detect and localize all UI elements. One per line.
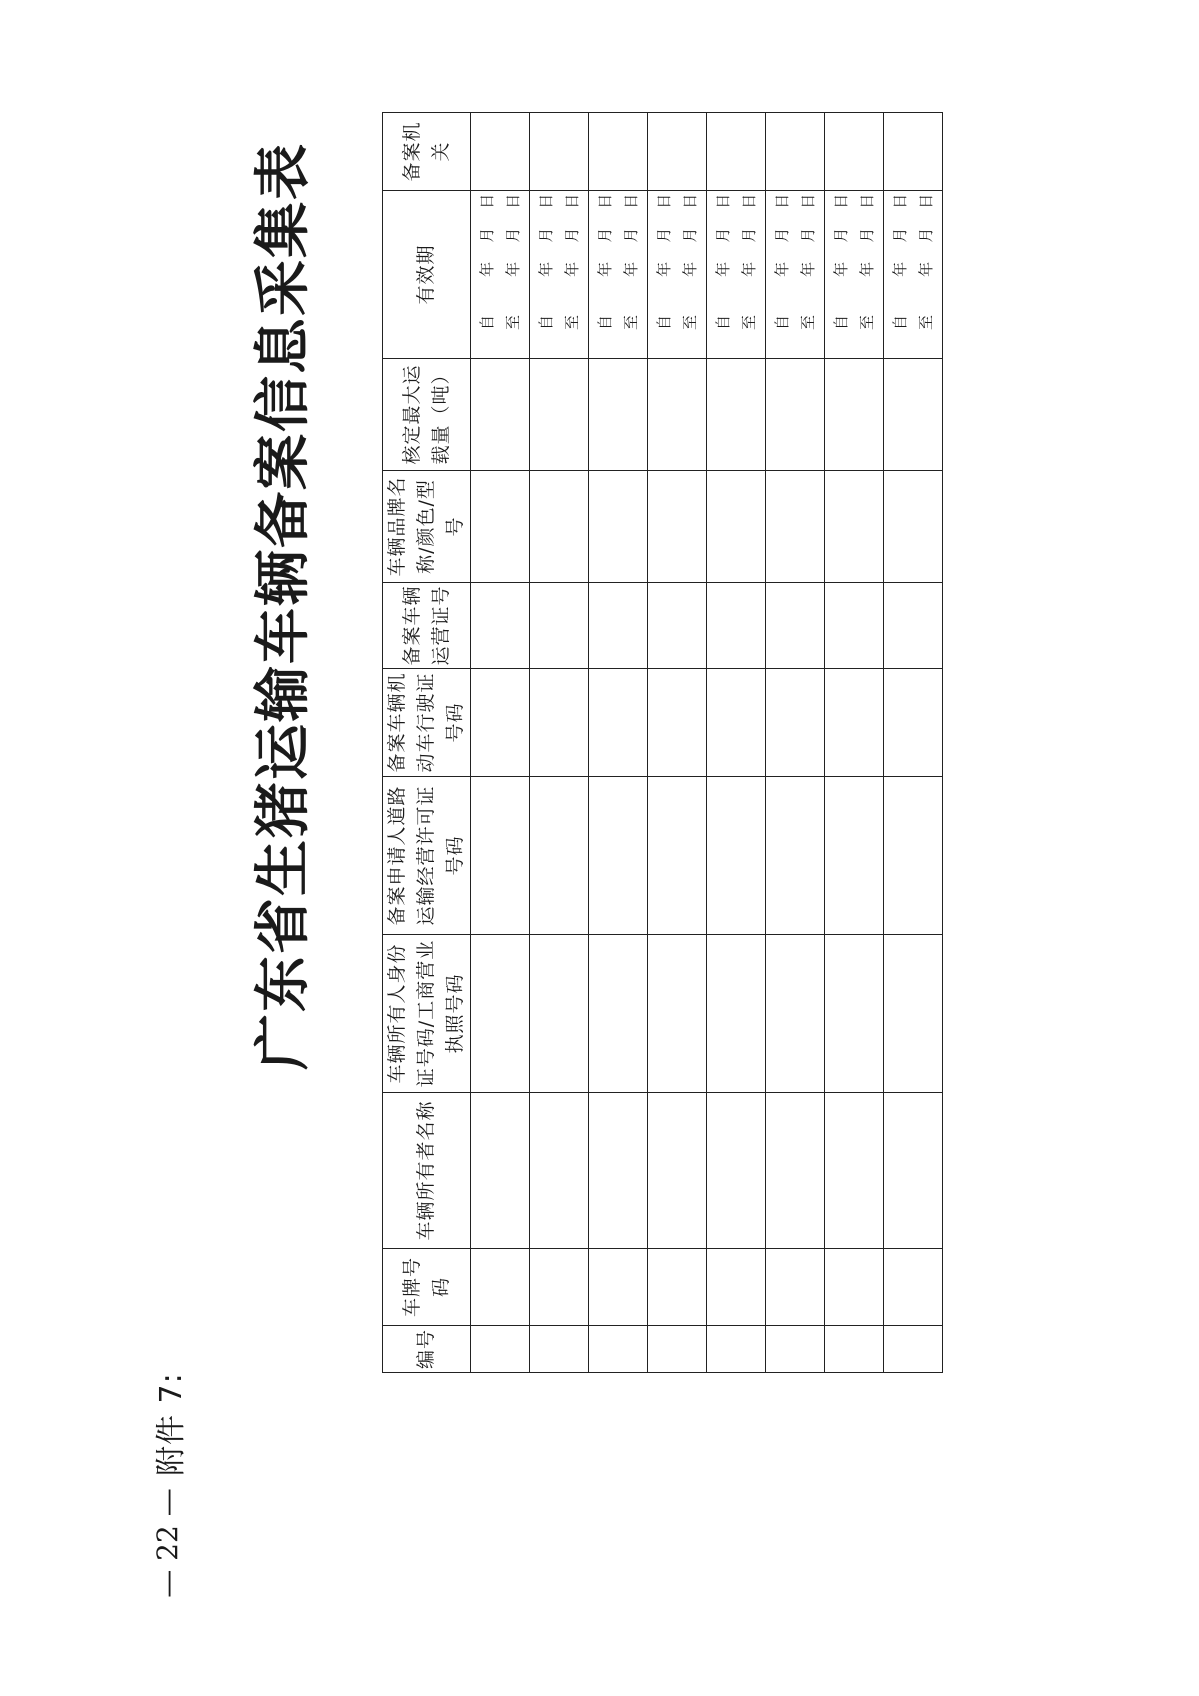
- validity-from: 自 年 月 日: [773, 193, 791, 330]
- cell-owner-id[interactable]: [707, 935, 766, 1093]
- cell-transport-license[interactable]: [471, 777, 530, 935]
- annex-label: 附件 7:: [154, 1372, 189, 1476]
- cell-number[interactable]: [589, 1326, 648, 1373]
- cell-owner-name[interactable]: [471, 1093, 530, 1249]
- cell-vehicle-license[interactable]: [471, 669, 530, 777]
- cell-filing-authority[interactable]: [589, 113, 648, 191]
- cell-owner-name[interactable]: [530, 1093, 589, 1249]
- cell-operation-cert[interactable]: [589, 583, 648, 669]
- cell-validity: [825, 191, 884, 359]
- cell-validity: [884, 191, 943, 359]
- table-row: [825, 113, 884, 1373]
- table-row: [648, 113, 707, 1373]
- cell-vehicle-license[interactable]: [707, 669, 766, 777]
- col-header-number: 编号: [383, 1326, 471, 1373]
- cell-operation-cert[interactable]: [707, 583, 766, 669]
- validity-from: 自 年 月 日: [537, 193, 555, 330]
- cell-number[interactable]: [707, 1326, 766, 1373]
- table-row: [766, 113, 825, 1373]
- document-title: 广东省生猪运输车辆备案信息采集表: [250, 142, 316, 1070]
- cell-max-load[interactable]: [530, 359, 589, 471]
- cell-max-load[interactable]: [825, 359, 884, 471]
- cell-plate-number[interactable]: [530, 1249, 589, 1326]
- registration-form-table: [382, 112, 943, 1373]
- cell-max-load[interactable]: [589, 359, 648, 471]
- cell-filing-authority[interactable]: [766, 113, 825, 191]
- col-header-filing-authority: 备案机关: [383, 113, 471, 191]
- cell-operation-cert[interactable]: [825, 583, 884, 669]
- cell-filing-authority[interactable]: [530, 113, 589, 191]
- cell-filing-authority[interactable]: [825, 113, 884, 191]
- cell-owner-id[interactable]: [766, 935, 825, 1093]
- cell-transport-license[interactable]: [589, 777, 648, 935]
- rotated-page-content: [150, 98, 1010, 1618]
- cell-plate-number[interactable]: [589, 1249, 648, 1326]
- cell-vehicle-license[interactable]: [530, 669, 589, 777]
- col-header-validity: 有效期: [383, 191, 471, 359]
- table-row: [530, 113, 589, 1373]
- cell-owner-name[interactable]: [884, 1093, 943, 1249]
- cell-vehicle-brand[interactable]: [648, 471, 707, 583]
- cell-vehicle-brand[interactable]: [825, 471, 884, 583]
- cell-filing-authority[interactable]: [707, 113, 766, 191]
- cell-number[interactable]: [766, 1326, 825, 1373]
- cell-validity: [530, 191, 589, 359]
- cell-operation-cert[interactable]: [648, 583, 707, 669]
- validity-to: 至 年 月 日: [622, 193, 640, 330]
- validity-from: 自 年 月 日: [655, 193, 673, 330]
- cell-filing-authority[interactable]: [471, 113, 530, 191]
- validity-range: [648, 191, 706, 358]
- cell-validity: [766, 191, 825, 359]
- cell-max-load[interactable]: [766, 359, 825, 471]
- cell-vehicle-brand[interactable]: [707, 471, 766, 583]
- cell-transport-license[interactable]: [825, 777, 884, 935]
- cell-owner-id[interactable]: [648, 935, 707, 1093]
- cell-max-load[interactable]: [884, 359, 943, 471]
- cell-vehicle-brand[interactable]: [589, 471, 648, 583]
- cell-vehicle-license[interactable]: [589, 669, 648, 777]
- cell-transport-license[interactable]: [707, 777, 766, 935]
- cell-vehicle-license[interactable]: [884, 669, 943, 777]
- cell-owner-id[interactable]: [825, 935, 884, 1093]
- cell-vehicle-brand[interactable]: [530, 471, 589, 583]
- cell-vehicle-brand[interactable]: [766, 471, 825, 583]
- table-row: [589, 113, 648, 1373]
- cell-number[interactable]: [825, 1326, 884, 1373]
- cell-plate-number[interactable]: [884, 1249, 943, 1326]
- validity-from: 自 年 月 日: [891, 193, 909, 330]
- cell-max-load[interactable]: [707, 359, 766, 471]
- col-header-transport-license: 备案申请人道路运输经营许可证号码: [383, 777, 471, 935]
- cell-owner-id[interactable]: [884, 935, 943, 1093]
- col-header-plate-number: 车牌号码: [383, 1249, 471, 1326]
- cell-plate-number[interactable]: [766, 1249, 825, 1326]
- cell-max-load[interactable]: [471, 359, 530, 471]
- table-row: [707, 113, 766, 1373]
- cell-number[interactable]: [471, 1326, 530, 1373]
- cell-validity: [648, 191, 707, 359]
- cell-max-load[interactable]: [648, 359, 707, 471]
- validity-from: 自 年 月 日: [832, 193, 850, 330]
- validity-range: [589, 191, 647, 358]
- cell-validity: [471, 191, 530, 359]
- cell-number[interactable]: [648, 1326, 707, 1373]
- table-header-row: [383, 113, 471, 1373]
- cell-plate-number[interactable]: [707, 1249, 766, 1326]
- cell-transport-license[interactable]: [530, 777, 589, 935]
- cell-plate-number[interactable]: [825, 1249, 884, 1326]
- col-header-vehicle-brand: 车辆品牌名称/颜色/型号: [383, 471, 471, 583]
- col-header-owner-id: 车辆所有人身份证号码/工商营业执照号码: [383, 935, 471, 1093]
- cell-operation-cert[interactable]: [530, 583, 589, 669]
- cell-operation-cert[interactable]: [884, 583, 943, 669]
- validity-range: [884, 191, 942, 358]
- cell-validity: [589, 191, 648, 359]
- cell-owner-name[interactable]: [589, 1093, 648, 1249]
- cell-plate-number[interactable]: [648, 1249, 707, 1326]
- col-header-max-load: 核定最大运载量（吨）: [383, 359, 471, 471]
- validity-to: 至 年 月 日: [917, 193, 935, 330]
- validity-range: [707, 191, 765, 358]
- cell-owner-name[interactable]: [648, 1093, 707, 1249]
- cell-vehicle-license[interactable]: [766, 669, 825, 777]
- cell-owner-name[interactable]: [825, 1093, 884, 1249]
- validity-to: 至 年 月 日: [563, 193, 581, 330]
- cell-operation-cert[interactable]: [471, 583, 530, 669]
- validity-from: 自 年 月 日: [478, 193, 496, 330]
- cell-filing-authority[interactable]: [884, 113, 943, 191]
- validity-to: 至 年 月 日: [681, 193, 699, 330]
- cell-plate-number[interactable]: [471, 1249, 530, 1326]
- cell-vehicle-license[interactable]: [825, 669, 884, 777]
- validity-to: 至 年 月 日: [504, 193, 522, 330]
- cell-validity: [707, 191, 766, 359]
- cell-owner-id[interactable]: [530, 935, 589, 1093]
- cell-transport-license[interactable]: [766, 777, 825, 935]
- validity-range: [530, 191, 588, 358]
- col-header-owner-name: 车辆所有者名称: [383, 1093, 471, 1249]
- validity-from: 自 年 月 日: [714, 193, 732, 330]
- validity-to: 至 年 月 日: [740, 193, 758, 330]
- cell-transport-license[interactable]: [648, 777, 707, 935]
- col-header-vehicle-license: 备案车辆机动车行驶证号码: [383, 669, 471, 777]
- cell-owner-name[interactable]: [707, 1093, 766, 1249]
- cell-number[interactable]: [884, 1326, 943, 1373]
- cell-vehicle-brand[interactable]: [884, 471, 943, 583]
- cell-vehicle-license[interactable]: [648, 669, 707, 777]
- table-row: [471, 113, 530, 1373]
- cell-operation-cert[interactable]: [766, 583, 825, 669]
- cell-vehicle-brand[interactable]: [471, 471, 530, 583]
- cell-transport-license[interactable]: [884, 777, 943, 935]
- cell-owner-id[interactable]: [471, 935, 530, 1093]
- cell-owner-name[interactable]: [766, 1093, 825, 1249]
- validity-range: [471, 191, 529, 358]
- validity-to: 至 年 月 日: [858, 193, 876, 330]
- validity-range: [766, 191, 824, 358]
- validity-range: [825, 191, 883, 358]
- cell-owner-id[interactable]: [589, 935, 648, 1093]
- validity-from: 自 年 月 日: [596, 193, 614, 330]
- cell-filing-authority[interactable]: [648, 113, 707, 191]
- col-header-operation-cert: 备案车辆运营证号: [383, 583, 471, 669]
- table-row: [884, 113, 943, 1373]
- validity-to: 至 年 月 日: [799, 193, 817, 330]
- cell-number[interactable]: [530, 1326, 589, 1373]
- page-number: — 22 —: [151, 1488, 184, 1598]
